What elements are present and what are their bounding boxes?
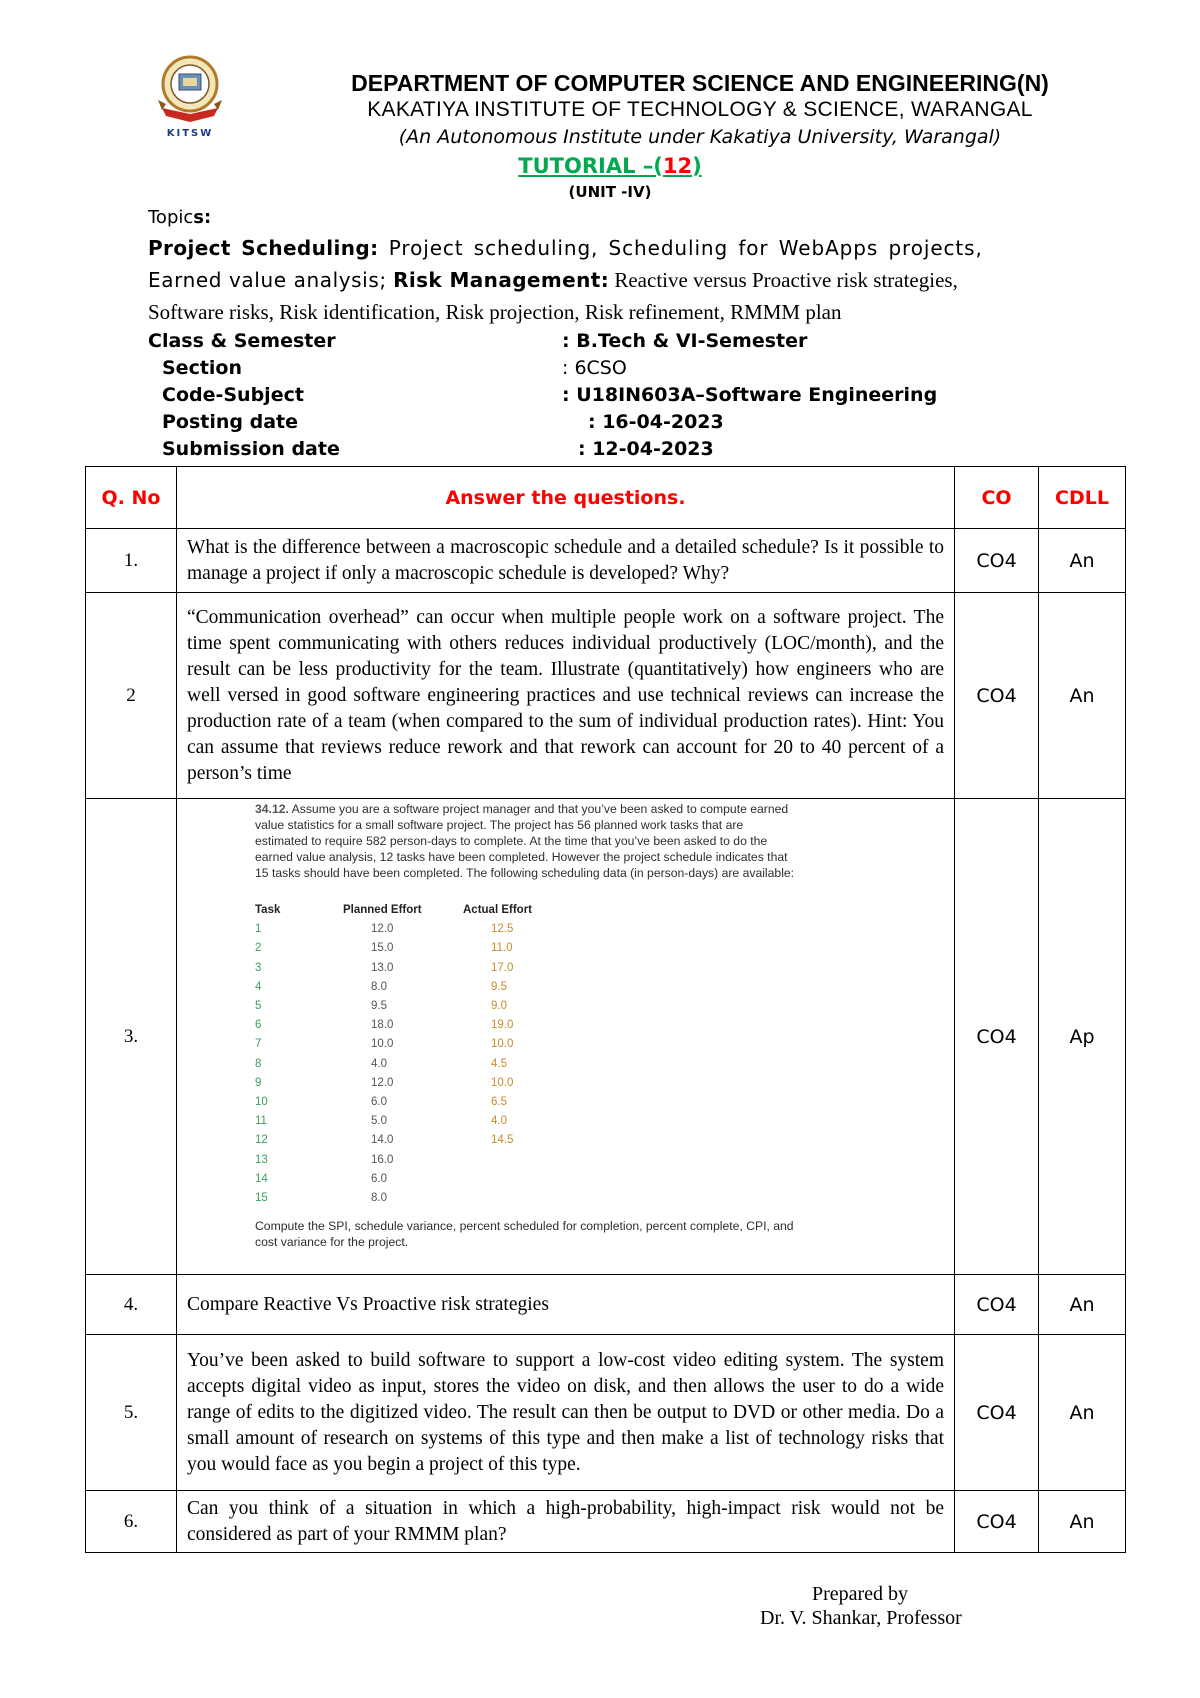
col-actual-header: Actual Effort: [463, 904, 532, 916]
institute-logo: [152, 52, 228, 142]
info-class-label: Class & Semester: [148, 330, 336, 352]
task-id: 13: [255, 1153, 268, 1166]
task-id: 10: [255, 1096, 268, 1109]
header-cdll: CDLL: [1039, 467, 1126, 529]
actual-effort: 9.5: [491, 980, 507, 993]
department-title: DEPARTMENT OF COMPUTER SCIENCE AND ENGINEERING(N): [351, 70, 1049, 96]
earned-value-problem: [177, 799, 797, 1258]
planned-effort: 12.0: [371, 923, 394, 936]
table-row: [86, 799, 1126, 1275]
table-row: [86, 1335, 1126, 1491]
task-id: 8: [255, 1057, 262, 1070]
table-row: [86, 529, 1126, 593]
actual-effort: 12.5: [491, 923, 514, 936]
planned-effort: 14.0: [371, 1134, 394, 1147]
question-number: 2: [86, 593, 177, 799]
table-row: [86, 1275, 1126, 1335]
task-id: 15: [255, 1192, 268, 1205]
project-scheduling-label: Project Scheduling:: [148, 236, 379, 260]
actual-effort: 10.0: [491, 1076, 514, 1089]
planned-effort: 15.0: [371, 942, 394, 955]
question-co: CO4: [955, 529, 1039, 593]
question-co: CO4: [955, 1335, 1039, 1491]
question-text: “Communication overhead” can occur when multiple people work on a software project. The time spent communicating with others reduces individual productively (LOC/month), and the result can be less productivity for the team. Illustrate (quantitatively) how engineers who are well versed in good software engineering practices and use technical reviews can increase the production rate of a team (when compared to the sum of individual production rates). Hint: You can assume that reviews reduce rework and that rework can account for 20 to 40 percent of a person’s time: [177, 593, 955, 799]
info-submission-value: : 12-04-2023: [578, 438, 714, 460]
col-planned-header: Planned Effort: [343, 904, 422, 916]
topics-line-1: [148, 236, 1068, 260]
question-text: You’ve been asked to build software to support a low-cost video editing system. The system accepts digital video as input, stores the video on disk, and then allows the user to do a wide range of edits to the digitized video. The result can then be output to DVD or other media. Do a small amount of research on systems of this type and then make a list of technology risks that you would face as you begin a project of this type.: [177, 1335, 955, 1491]
prepared-by-author: Dr. V. Shankar, Professor: [760, 1607, 962, 1629]
problem-intro: [255, 801, 797, 881]
table-row: [86, 1491, 1126, 1553]
question-number: 5.: [86, 1335, 177, 1491]
prepared-by-label: Prepared by: [811, 1583, 909, 1605]
task-id: 6: [255, 1019, 262, 1032]
task-id: 14: [255, 1172, 268, 1185]
table-row: [86, 593, 1126, 799]
question-co: CO4: [955, 593, 1039, 799]
question-number: 3.: [86, 799, 177, 1275]
topics-label: [148, 207, 211, 228]
question-co: CO4: [955, 799, 1039, 1275]
planned-effort: 5.0: [371, 1115, 387, 1128]
institute-name: KAKATIYA INSTITUTE OF TECHNOLOGY & SCIENCE, WARANGAL: [367, 98, 1033, 121]
effort-table: [255, 901, 797, 1208]
header-co: CO: [955, 467, 1039, 529]
question-cdll: An: [1039, 529, 1126, 593]
col-task-header: Task: [255, 904, 281, 916]
task-id: 2: [255, 942, 262, 955]
planned-effort: 12.0: [371, 1076, 394, 1089]
question-text: Can you think of a situation in which a high-probability, high-impact risk would not be considered as part of your RMMM plan?: [177, 1491, 955, 1553]
question-co: CO4: [955, 1491, 1039, 1553]
planned-effort: 10.0: [371, 1038, 394, 1051]
actual-effort: 11.0: [491, 942, 513, 955]
earned-value-text: Earned value analysis;: [148, 268, 387, 292]
task-id: 11: [255, 1115, 267, 1128]
planned-effort: 13.0: [371, 961, 394, 974]
topics-line-3: Software risks, Risk identification, Risk projection, Risk refinement, RMMM plan: [148, 300, 842, 324]
actual-effort: 4.0: [491, 1115, 507, 1128]
topics-line-2: [148, 268, 1068, 293]
topics-label-bold: s:: [193, 207, 212, 228]
question-image-cell: [177, 799, 955, 1275]
problem-number: 34.12.: [255, 802, 289, 816]
info-code-label: Code-Subject: [162, 384, 304, 406]
actual-effort: 9.0: [491, 1000, 507, 1013]
problem-intro-text: Assume you are a software project manager and that you’ve been asked to compute earned value statistics for a small software project. The project has 56 planned work tasks that are estimated to require 582 person-days to complete. At the time that you’ve been asked to do the earned value analysis, 12 tasks have been completed. However the project schedule indicates that 15 tasks should have been completed. The following scheduling data (in person-days) are available:: [255, 802, 795, 880]
planned-effort: 6.0: [371, 1096, 387, 1109]
actual-effort: [463, 1151, 563, 1170]
question-number: 4.: [86, 1275, 177, 1335]
task-id: 3: [255, 961, 262, 974]
actual-effort: 10.0: [491, 1038, 514, 1051]
question-text: What is the difference between a macroscopic schedule and a detailed schedule? Is it possible to manage a project if only a macroscopic schedule is developed? Why?: [177, 529, 955, 593]
info-section-label: Section: [162, 357, 243, 379]
logo-text: KITSW: [166, 128, 214, 139]
question-cdll: An: [1039, 593, 1126, 799]
institute-affiliation: (An Autonomous Institute under Kakatiya University, Warangal): [398, 126, 1002, 148]
planned-effort: 9.5: [371, 1000, 387, 1013]
task-id: 5: [255, 1000, 262, 1013]
info-class-value: : B.Tech & VI-Semester: [562, 330, 808, 352]
question-number: 1.: [86, 529, 177, 593]
tutorial-number: 12: [662, 154, 693, 178]
topics-label-plain: Topic: [148, 207, 194, 228]
unit-label: (UNIT -IV): [568, 183, 652, 201]
question-cdll: An: [1039, 1491, 1126, 1553]
question-text: Compare Reactive Vs Proactive risk strategies: [177, 1275, 955, 1335]
question-co: CO4: [955, 1275, 1039, 1335]
task-id: 9: [255, 1076, 262, 1089]
planned-effort: 8.0: [371, 1192, 387, 1205]
info-posting-value: : 16-04-2023: [588, 411, 724, 433]
table-header-row: [86, 467, 1126, 529]
header-qno: Q. No: [86, 467, 177, 529]
info-code-value: : U18IN603A–Software Engineering: [562, 384, 938, 406]
question-cdll: An: [1039, 1275, 1126, 1335]
actual-effort: 4.5: [491, 1057, 507, 1070]
task-id: 12: [255, 1134, 268, 1147]
question-cdll: Ap: [1039, 799, 1126, 1275]
info-posting-label: Posting date: [162, 411, 299, 433]
actual-effort: 14.5: [491, 1134, 514, 1147]
actual-effort: 19.0: [491, 1019, 514, 1032]
planned-effort: 18.0: [371, 1019, 394, 1032]
question-number: 6.: [86, 1491, 177, 1553]
actual-effort: [463, 1170, 563, 1189]
questions-table: [85, 466, 1126, 1553]
task-id: 4: [255, 980, 262, 993]
planned-effort: 6.0: [371, 1172, 387, 1185]
task-id: 7: [255, 1038, 262, 1051]
planned-effort: 8.0: [371, 980, 387, 993]
planned-effort: 4.0: [371, 1057, 387, 1070]
prepared-by-block: [760, 1582, 960, 1630]
tutorial-title: [200, 154, 1020, 178]
actual-effort: [463, 1189, 563, 1208]
planned-effort: 16.0: [371, 1153, 394, 1166]
actual-effort: 17.0: [491, 961, 514, 974]
risk-management-label: Risk Management:: [393, 268, 610, 292]
info-section-value: : 6CSO: [562, 357, 627, 379]
task-id: 1: [255, 923, 262, 936]
tutorial-suffix: ): [692, 154, 702, 178]
problem-outro: Compute the SPI, schedule variance, percent scheduled for completion, percent complete, CPI, and cost variance for the project.: [255, 1219, 794, 1250]
info-submission-label: Submission date: [162, 438, 340, 460]
question-cdll: An: [1039, 1335, 1126, 1491]
risk-management-text: Reactive versus Proactive risk strategies,: [609, 268, 958, 292]
actual-effort: 6.5: [491, 1096, 507, 1109]
tutorial-prefix: TUTORIAL –(: [518, 154, 663, 178]
header-question: Answer the questions.: [177, 467, 955, 529]
project-scheduling-text: Project scheduling, Scheduling for WebApps projects,: [378, 236, 983, 260]
